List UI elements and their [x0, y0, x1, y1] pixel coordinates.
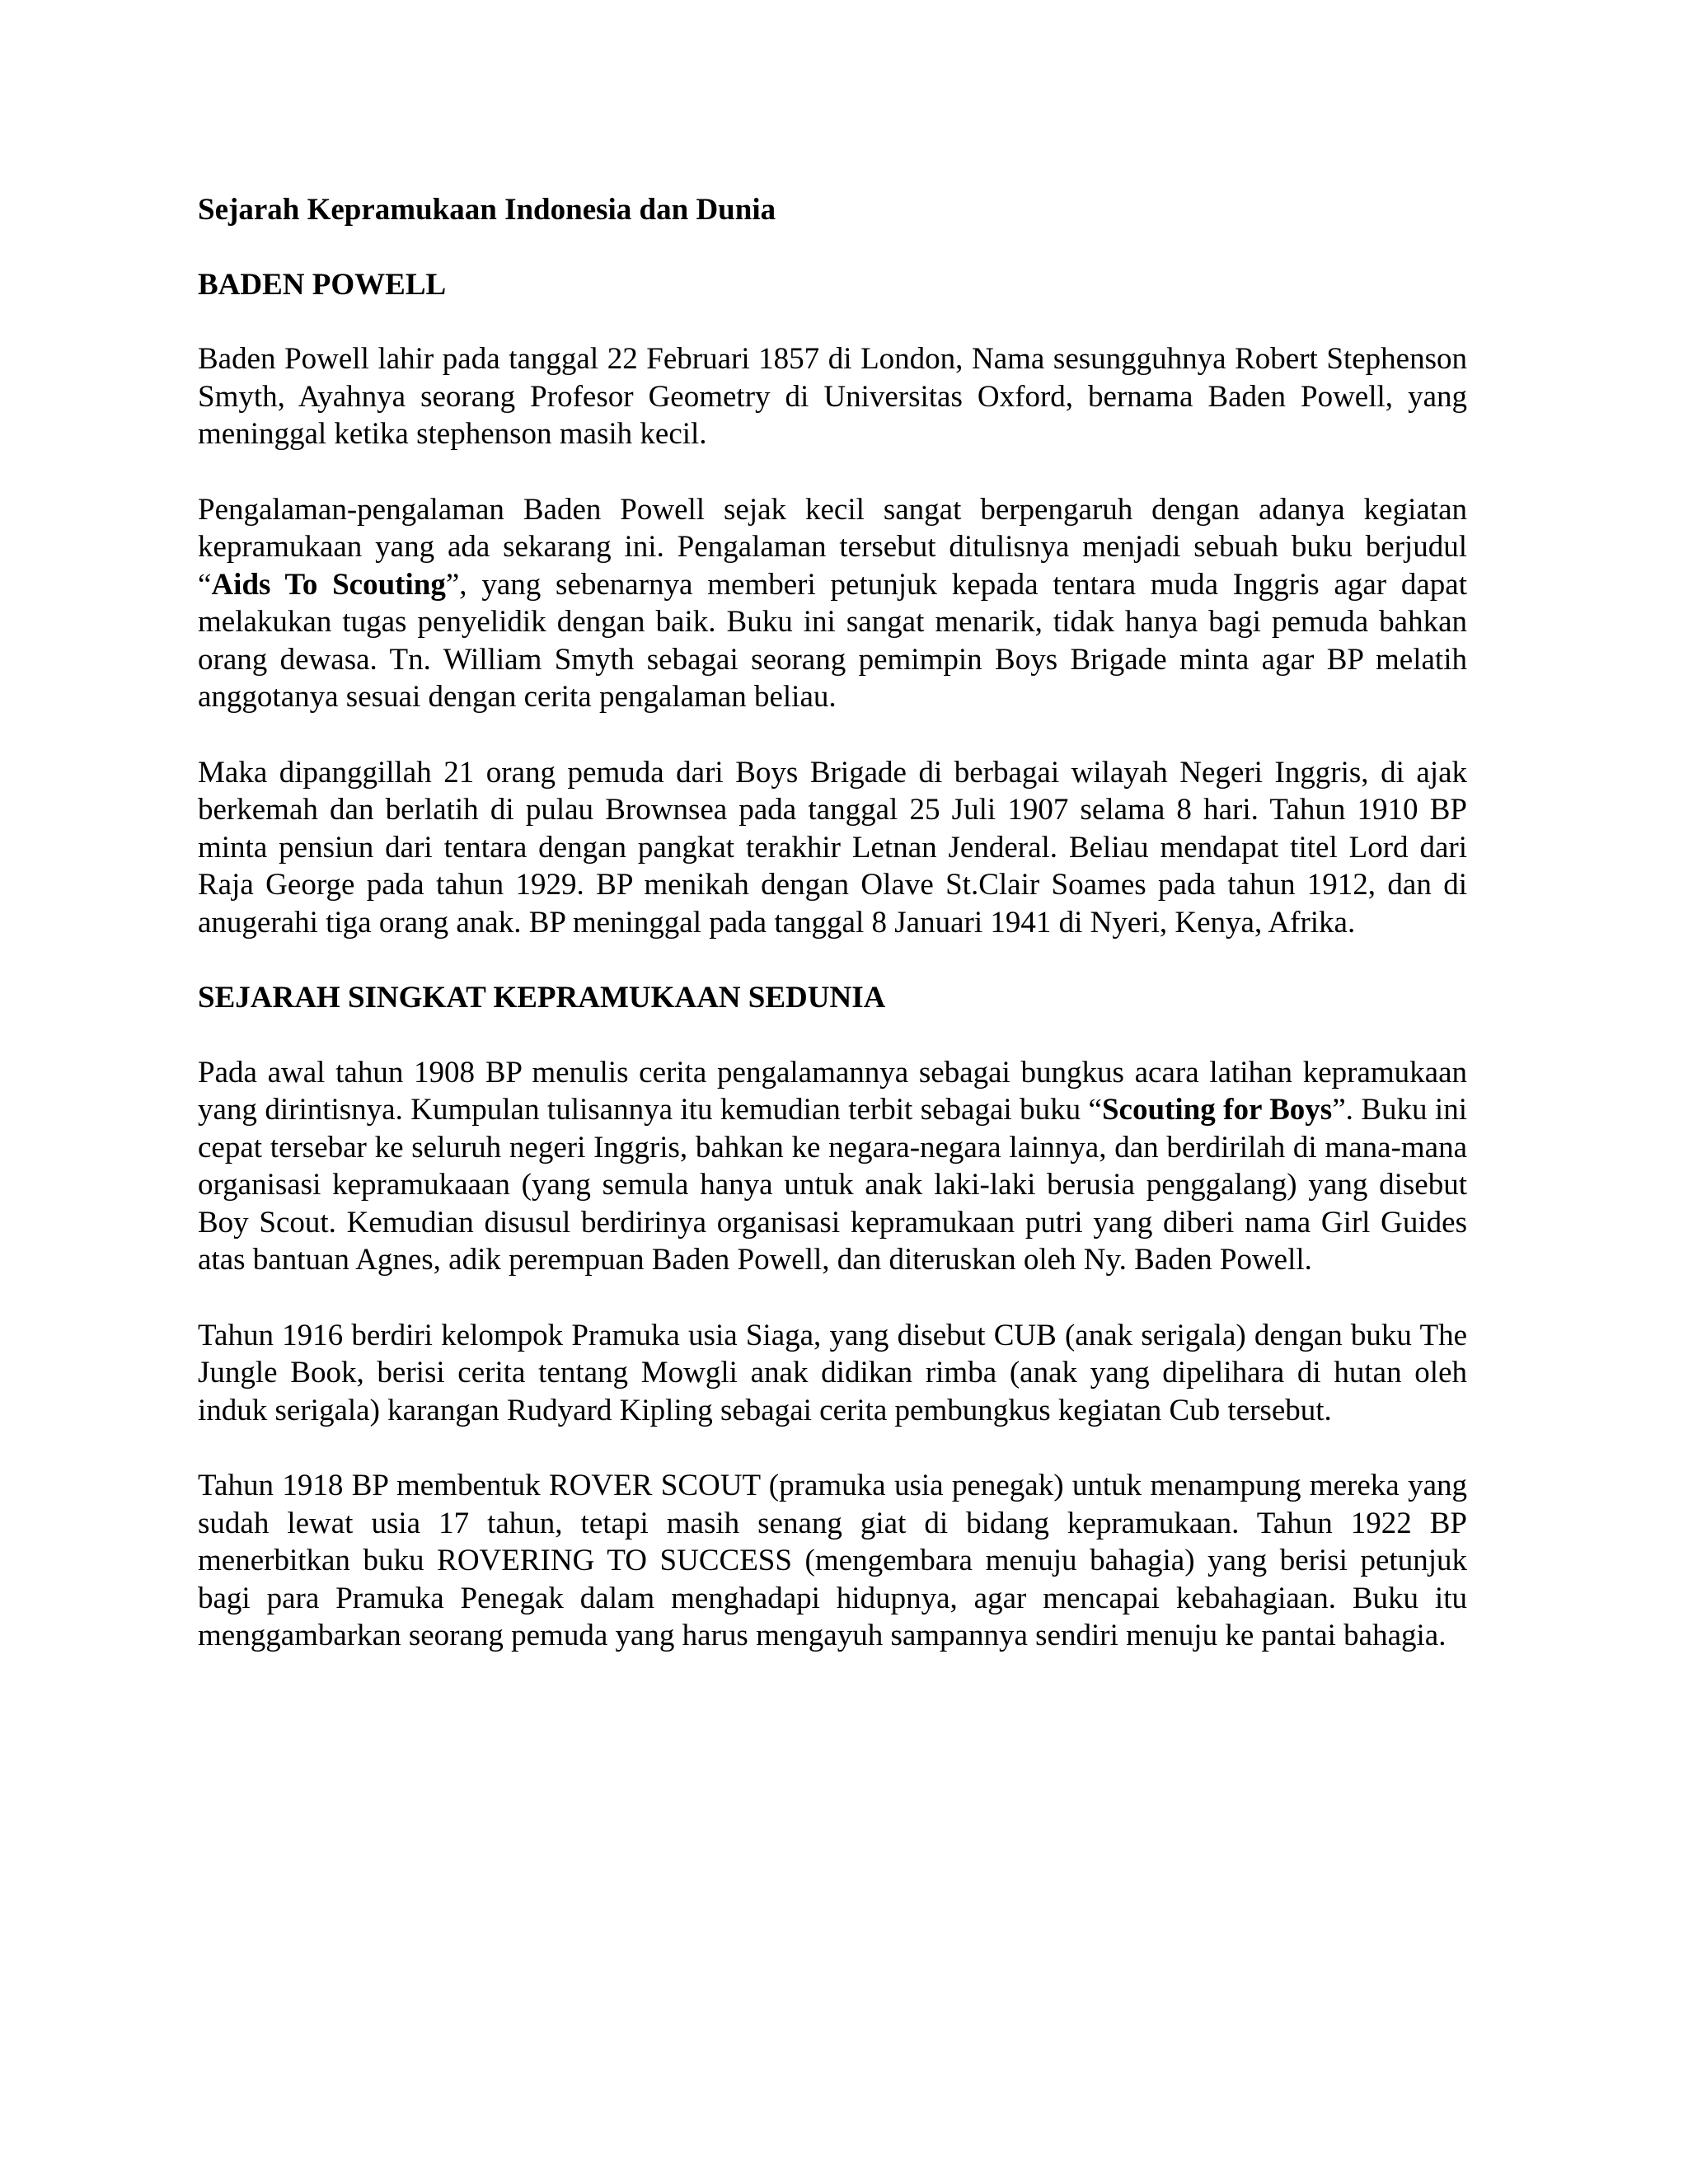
section-heading-baden-powell: BADEN POWELL: [198, 267, 447, 302]
paragraph-birth: Baden Powell lahir pada tanggal 22 Februari 1857 di London, Nama sesungguhnya Robert Stephenson Smyth, Ayahnya seorang Profesor Geometry di Universitas Oxford, bernama Baden Powell, yang meninggal ketika stephenson masih kecil.: [198, 342, 1467, 451]
paragraph-brownsea: Maka dipanggillah 21 orang pemuda dari Boys Brigade di berbagai wilayah Negeri Inggris, di ajak berkemah dan berlatih di pulau Brownsea pada tanggal 25 Juli 1907 selama 8 hari. Tahun 1910 BP minta pensiun dari tentara dengan pangkat terakhir Letnan Jenderal. Beliau mendapat titel Lord dari Raja George pada tahun 1929. BP menikah dengan Olave St.Clair Soames pada tahun 1912, dan di anugerahi tiga orang anak. BP meninggal pada tanggal 8 Januari 1941 di Nyeri, Kenya, Afrika.: [198, 755, 1467, 940]
paragraph-text-after: ”, yang sebenarnya memberi petunjuk kepada tentara muda Inggris agar dapat melakukan tugas penyelidik dengan baik. Buku ini sangat menarik, tidak hanya bagi pemuda bahkan orang dewasa. Tn. William Smyth sebagai seorang pemimpin Boys Brigade minta agar BP melatih anggotanya sesuai dengan cerita pengalaman beliau.: [198, 567, 1467, 714]
paragraph-text-after: ”. Buku ini cepat tersebar ke seluruh negeri Inggris, bahkan ke negara-negara lainnya, dan berdirilah di mana-mana organisasi kepramukaaan (yang semula hanya untuk anak laki-laki berusia penggalang) yang disebut Boy Scout. Kemudian disusul berdirinya organisasi kepramukaan putri yang diberi nama Girl Guides atas bantuan Agnes, adik perempuan Baden Powell, dan diteruskan oleh Ny. Baden Powell.: [198, 1093, 1467, 1277]
paragraph-rover-scout: Tahun 1918 BP membentuk ROVER SCOUT (pramuka usia penegak) untuk menampung mereka yang sudah lewat usia 17 tahun, tetapi masih senang giat di bidang kepramukaan. Tahun 1922 BP menerbitkan buku ROVERING TO SUCCESS (mengembara menuju bahagia) yang berisi petunjuk bagi para Pramuka Penegak dalam menghadapi hidupnya, agar mencapai kebahagiaan. Buku itu menggambarkan seorang pemuda yang harus mengayuh sampannya sendiri menuju ke pantai bahagia.: [198, 1469, 1467, 1652]
book-title-scouting-for-boys: Scouting for Boys: [1101, 1093, 1333, 1127]
book-title-aids-to-scouting: Aids To Scouting: [211, 567, 446, 602]
paragraph-text-before: Pada awal tahun 1908 BP menulis cerita pengalamannya sebagai bungkus acara latihan kepramukaan yang dirintisnya. Kumpulan tulisannya itu kemudian terbit sebagai buku “: [198, 1055, 1467, 1127]
document-page: [198, 191, 1467, 1655]
paragraph-text-before: Pengalaman-pengalaman Baden Powell sejak kecil sangat berpengaruh dengan adanya kegiatan kepramukaan yang ada sekarang ini. Pengalaman tersebut ditulisnya menjadi sebuah buku berjudul “: [198, 492, 1467, 602]
paragraph-scouting-for-boys: [198, 1054, 1467, 1279]
paragraph-cub: Tahun 1916 berdiri kelompok Pramuka usia Siaga, yang disebut CUB (anak serigala) dengan buku The Jungle Book, berisi cerita tentang Mowgli anak didikan rimba (anak yang dipelihara di hutan oleh induk serigala) karangan Rudyard Kipling sebagai cerita pembungkus kegiatan Cub tersebut.: [198, 1318, 1467, 1427]
section-heading-sejarah-singkat: SEJARAH SINGKAT KEPRAMUKAAN SEDUNIA: [198, 981, 886, 1015]
paragraph-aids-to-scouting: [198, 491, 1467, 716]
document-title: Sejarah Kepramukaan Indonesia dan Dunia: [198, 193, 776, 227]
